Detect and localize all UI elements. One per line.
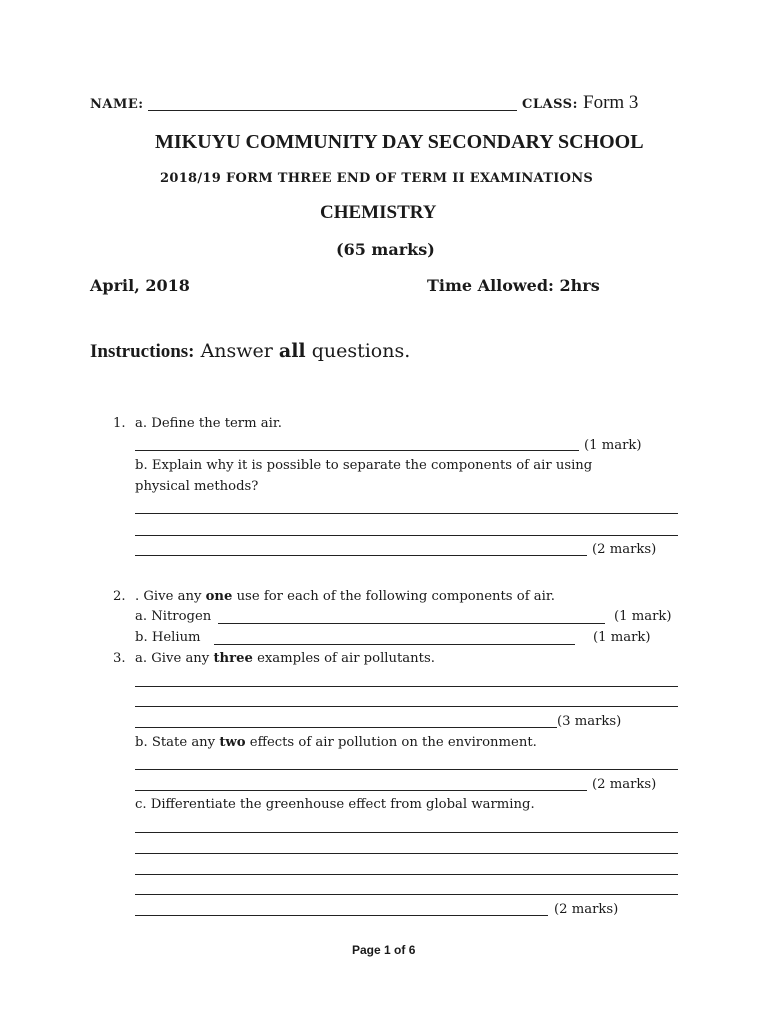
- q1b-text-line1: b. Explain why it is possible to separate the components of air using: [135, 458, 593, 473]
- q1b-answer-line[interactable]: [135, 555, 587, 556]
- class-label: CLASS:: [522, 97, 578, 112]
- q1a-text: a. Define the term air.: [135, 416, 282, 431]
- page-total: 6: [408, 943, 416, 957]
- q2-number: 2.: [113, 589, 126, 604]
- q3b-text-bold: two: [219, 735, 246, 750]
- subject-title: CHEMISTRY: [320, 202, 437, 223]
- of-word: of: [390, 943, 409, 957]
- instructions-text-bold: all: [278, 340, 306, 362]
- q3a-text-pre: a. Give any: [135, 651, 214, 666]
- q1b-marks: (2 marks): [592, 542, 657, 557]
- q3b-text-post: effects of air pollution on the environment.: [245, 735, 537, 750]
- q3c-answer-line[interactable]: [135, 915, 548, 916]
- q3c-answer-line[interactable]: [135, 853, 678, 854]
- q3a-marks: (3 marks): [557, 714, 622, 729]
- q2b-text: b. Helium: [135, 630, 201, 645]
- q3c-text: c. Differentiate the greenhouse effect from global warming.: [135, 797, 535, 812]
- q3c-answer-line[interactable]: [135, 894, 678, 895]
- q1b-answer-line[interactable]: [135, 535, 678, 536]
- q2a-text: a. Nitrogen: [135, 609, 212, 624]
- q3c-answer-line[interactable]: [135, 832, 678, 833]
- q3-number: 3.: [113, 651, 126, 666]
- exam-title: 2018/19 FORM THREE END OF TERM II EXAMINATIONS: [160, 171, 594, 186]
- page-word: Page: [352, 943, 385, 957]
- time-allowed: Time Allowed: 2hrs: [427, 276, 600, 295]
- q2a-marks: (1 mark): [614, 609, 672, 624]
- q2-intro: [135, 589, 555, 604]
- instructions: [90, 340, 410, 363]
- q3a-text: [135, 651, 435, 666]
- instructions-label: Instructions:: [90, 341, 195, 362]
- q1-number: 1.: [113, 416, 126, 431]
- q3c-marks: (2 marks): [554, 902, 619, 917]
- q3a-text-post: examples of air pollutants.: [252, 651, 435, 666]
- exam-date: April, 2018: [90, 276, 190, 295]
- q1b-answer-line[interactable]: [135, 513, 678, 514]
- q3a-answer-line[interactable]: [135, 686, 678, 687]
- name-label: NAME:: [90, 97, 144, 112]
- q1b-text-line2: physical methods?: [135, 479, 259, 494]
- q3b-marks: (2 marks): [592, 777, 657, 792]
- q2b-marks: (1 mark): [593, 630, 651, 645]
- q3a-text-bold: three: [213, 651, 253, 666]
- school-name: MIKUYU COMMUNITY DAY SECONDARY SCHOOL: [155, 131, 644, 153]
- q3b-answer-line[interactable]: [135, 769, 678, 770]
- q2-intro-pre: . Give any: [135, 589, 206, 604]
- q1a-answer-line[interactable]: [135, 450, 579, 451]
- name-field[interactable]: [148, 110, 517, 111]
- q3a-answer-line[interactable]: [135, 727, 557, 728]
- q2b-answer-line[interactable]: [214, 644, 575, 645]
- page-number: 1: [384, 943, 391, 957]
- page-footer: [352, 943, 415, 957]
- instructions-text-pre: Answer: [200, 340, 279, 362]
- class-value: Form 3: [583, 92, 639, 113]
- q3b-text: [135, 735, 537, 750]
- q3a-answer-line[interactable]: [135, 706, 678, 707]
- total-marks: (65 marks): [336, 240, 435, 259]
- q3c-answer-line[interactable]: [135, 874, 678, 875]
- q2-intro-post: use for each of the following components of air.: [232, 589, 555, 604]
- q2a-answer-line[interactable]: [218, 623, 605, 624]
- instructions-text-post: questions.: [305, 340, 411, 362]
- q1a-marks: (1 mark): [584, 438, 642, 453]
- q3b-text-pre: b. State any: [135, 735, 220, 750]
- q2-intro-bold: one: [205, 589, 233, 604]
- q3b-answer-line[interactable]: [135, 790, 587, 791]
